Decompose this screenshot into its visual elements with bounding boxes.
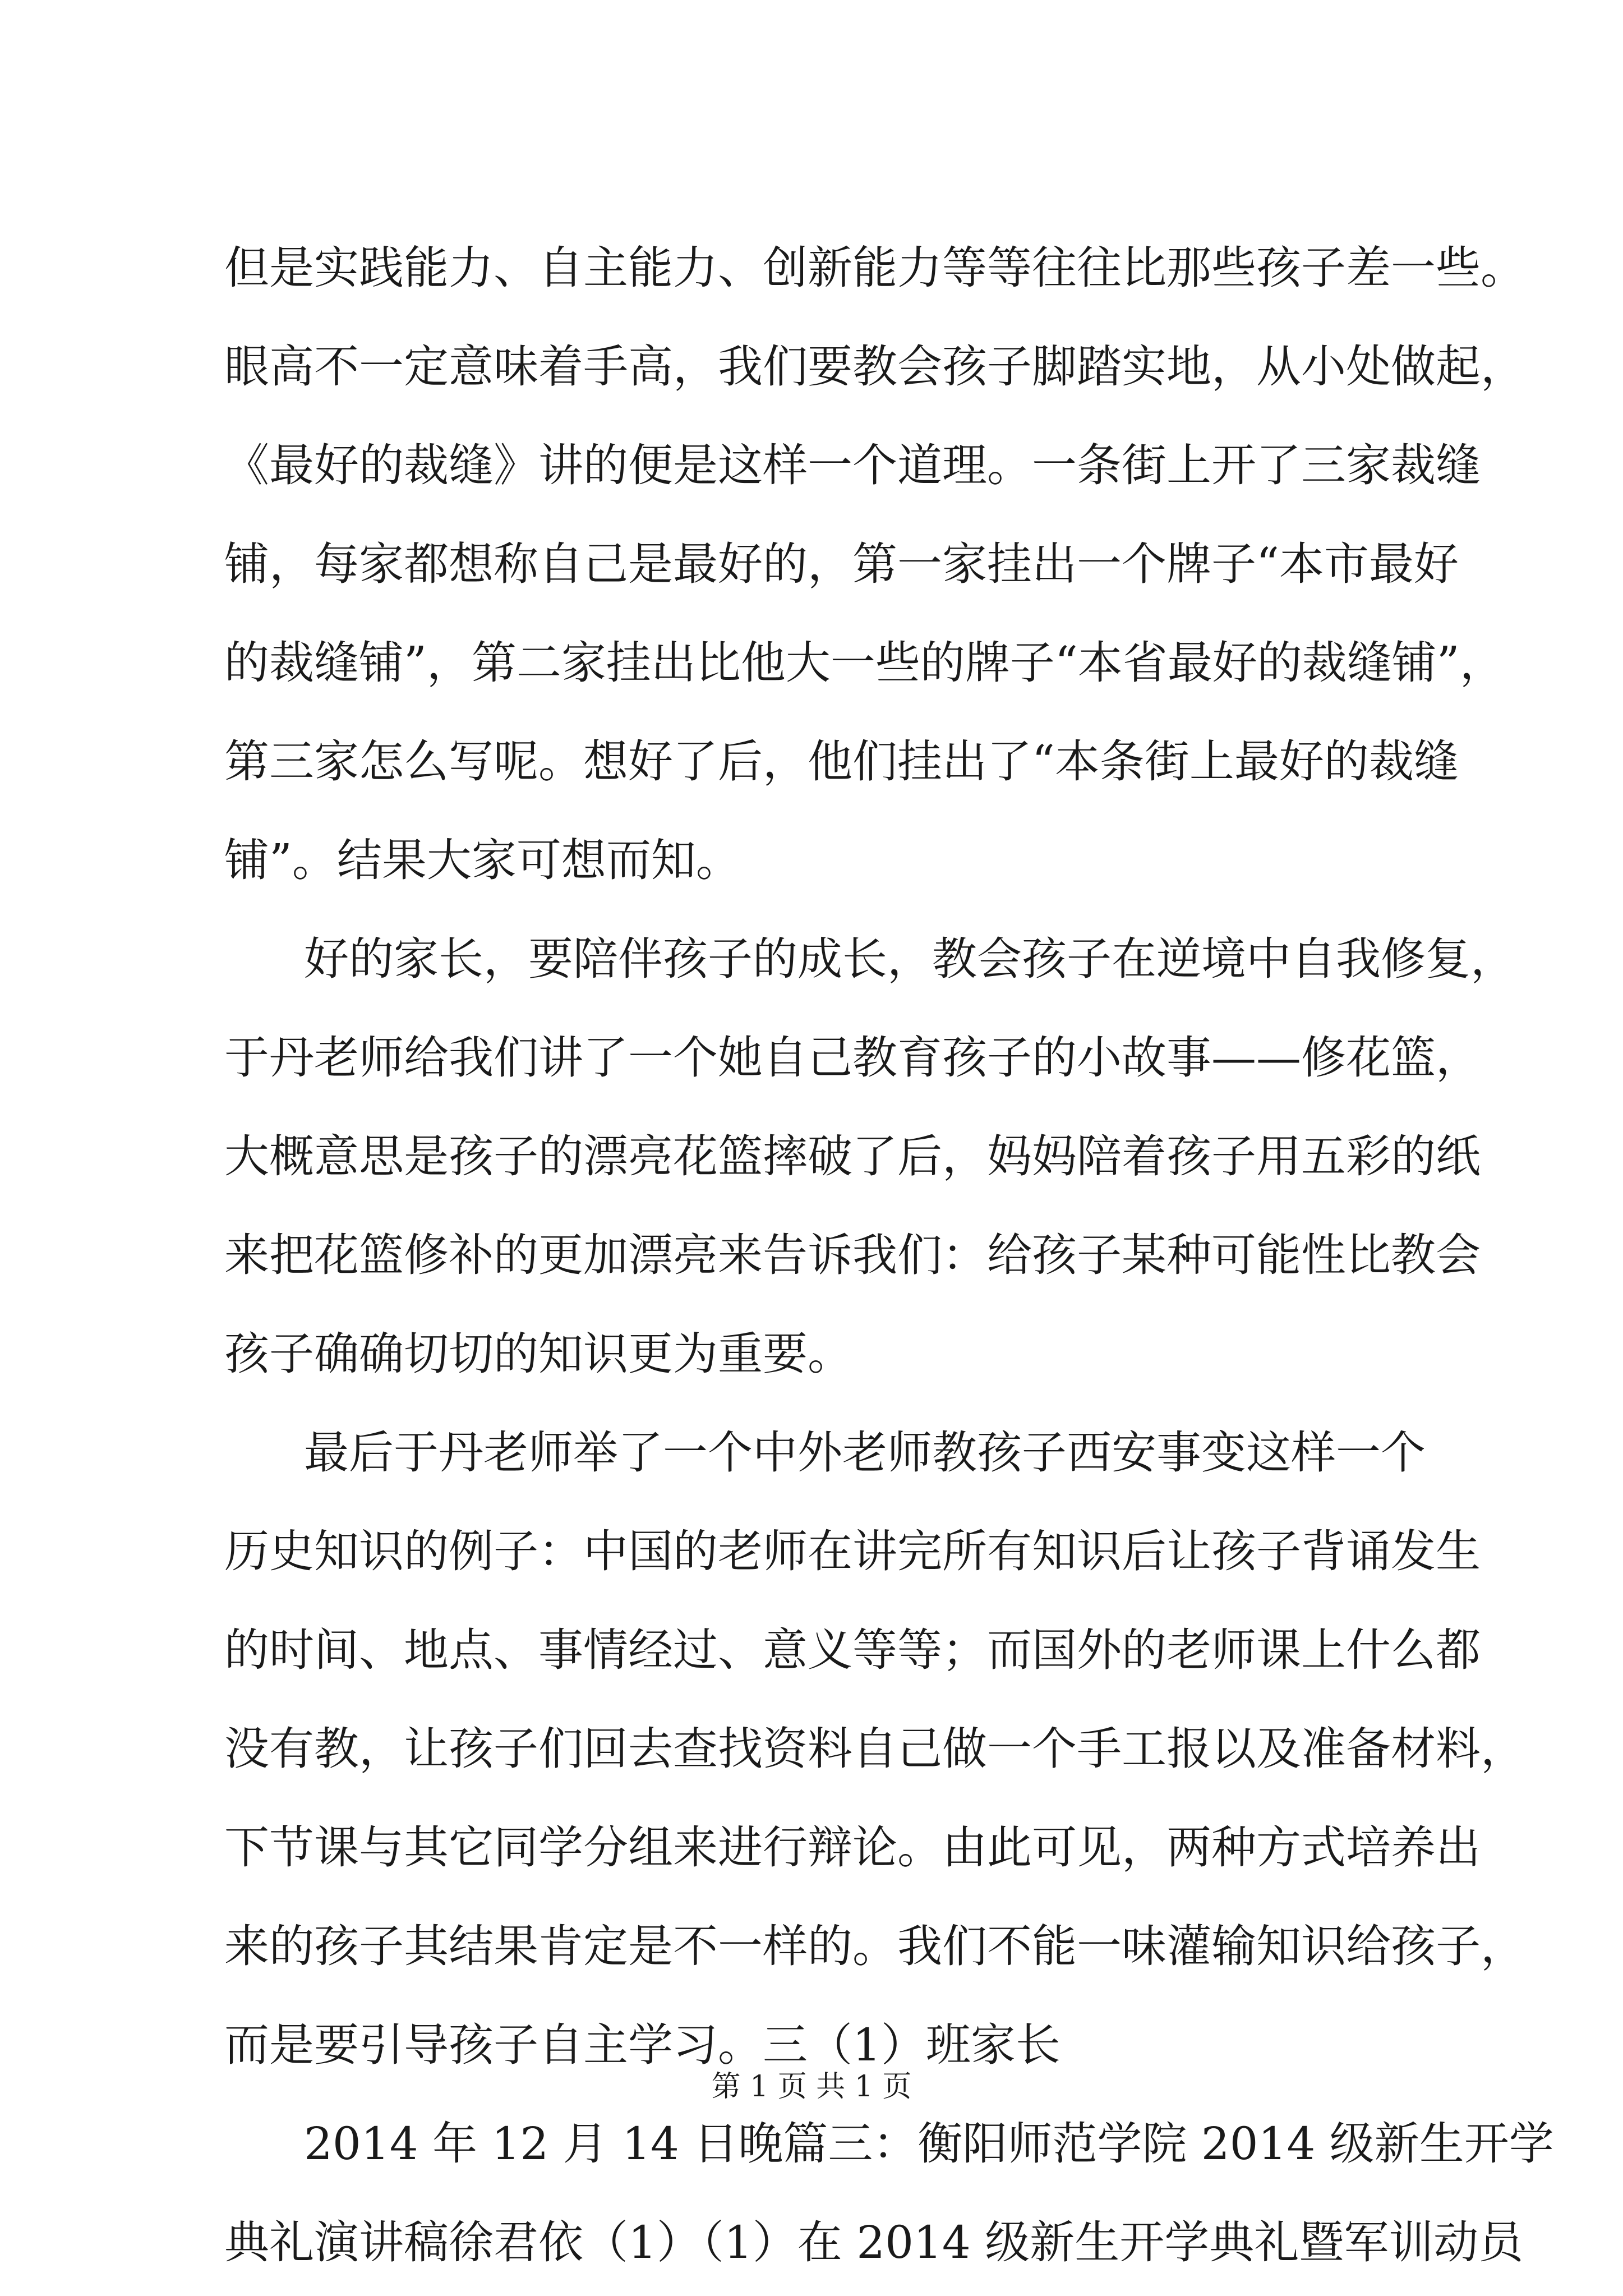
- page-footer: 第 1 页 共 1 页: [711, 2070, 912, 2104]
- document-body: [224, 219, 1554, 2292]
- text-line: 来把花篮修补的更加漂亮来告诉我们：给孩子某种可能性比教会: [224, 1229, 1481, 1281]
- text-line: 铺”。结果大家可想而知。: [224, 834, 741, 886]
- paragraph-first-line: 好的家长，要陪伴孩子的成长，教会孩子在逆境中自我修复，: [304, 933, 1515, 985]
- text-line: 第三家怎么写呢。想好了后，他们挂出了“本条街上最好的裁缝: [224, 735, 1459, 788]
- text-line: 于丹老师给我们讲了一个她自己教育孩子的小故事——修花篮，: [224, 1032, 1481, 1084]
- text-line: 大概意思是孩子的漂亮花篮摔破了后，妈妈陪着孩子用五彩的纸: [224, 1130, 1481, 1182]
- text-line: 的时间、地点、事情经过、意义等等；而国外的老师课上什么都: [224, 1624, 1481, 1676]
- text-line: 而是要引导孩子自主学习。三（1）班家长: [224, 2019, 1061, 2071]
- paragraph-first-line: 最后于丹老师举了一个中外老师教孩子西安事变这样一个: [304, 1427, 1426, 1479]
- text-line: 孩子确确切切的知识更为重要。: [224, 1328, 852, 1380]
- text-line: 历史知识的例子：中国的老师在讲完所有知识后让孩子背诵发生: [224, 1525, 1481, 1577]
- text-line: 铺，每家都想称自己是最好的，第一家挂出一个牌子“本市最好: [224, 538, 1459, 590]
- text-line: 《最好的裁缝》讲的便是这样一个道理。一条街上开了三家裁缝: [224, 439, 1481, 491]
- text-line: 眼高不一定意味着手高，我们要教会孩子脚踏实地，从小处做起，: [224, 341, 1525, 393]
- text-line: 来的孩子其结果肯定是不一样的。我们不能一味灌输知识给孩子，: [224, 1920, 1525, 1972]
- text-line: 没有教，让孩子们回去查找资料自己做一个手工报以及准备材料，: [224, 1723, 1525, 1775]
- text-line: 但是实践能力、自主能力、创新能力等等往往比那些孩子差一些。: [224, 242, 1525, 294]
- text-line: 的裁缝铺”，第二家挂出比他大一些的牌子“本省最好的裁缝铺”，: [224, 637, 1505, 689]
- paragraph-first-line: 2014 年 12 月 14 日晚篇三：衡阳师范学院 2014 级新生开学: [304, 2118, 1554, 2170]
- text-line: 典礼演讲稿徐君依（1）（1）在 2014 级新生开学典礼暨军训动员: [224, 2216, 1524, 2269]
- text-line: 下节课与其它同学分组来进行辩论。由此可见，两种方式培养出: [224, 1821, 1481, 1874]
